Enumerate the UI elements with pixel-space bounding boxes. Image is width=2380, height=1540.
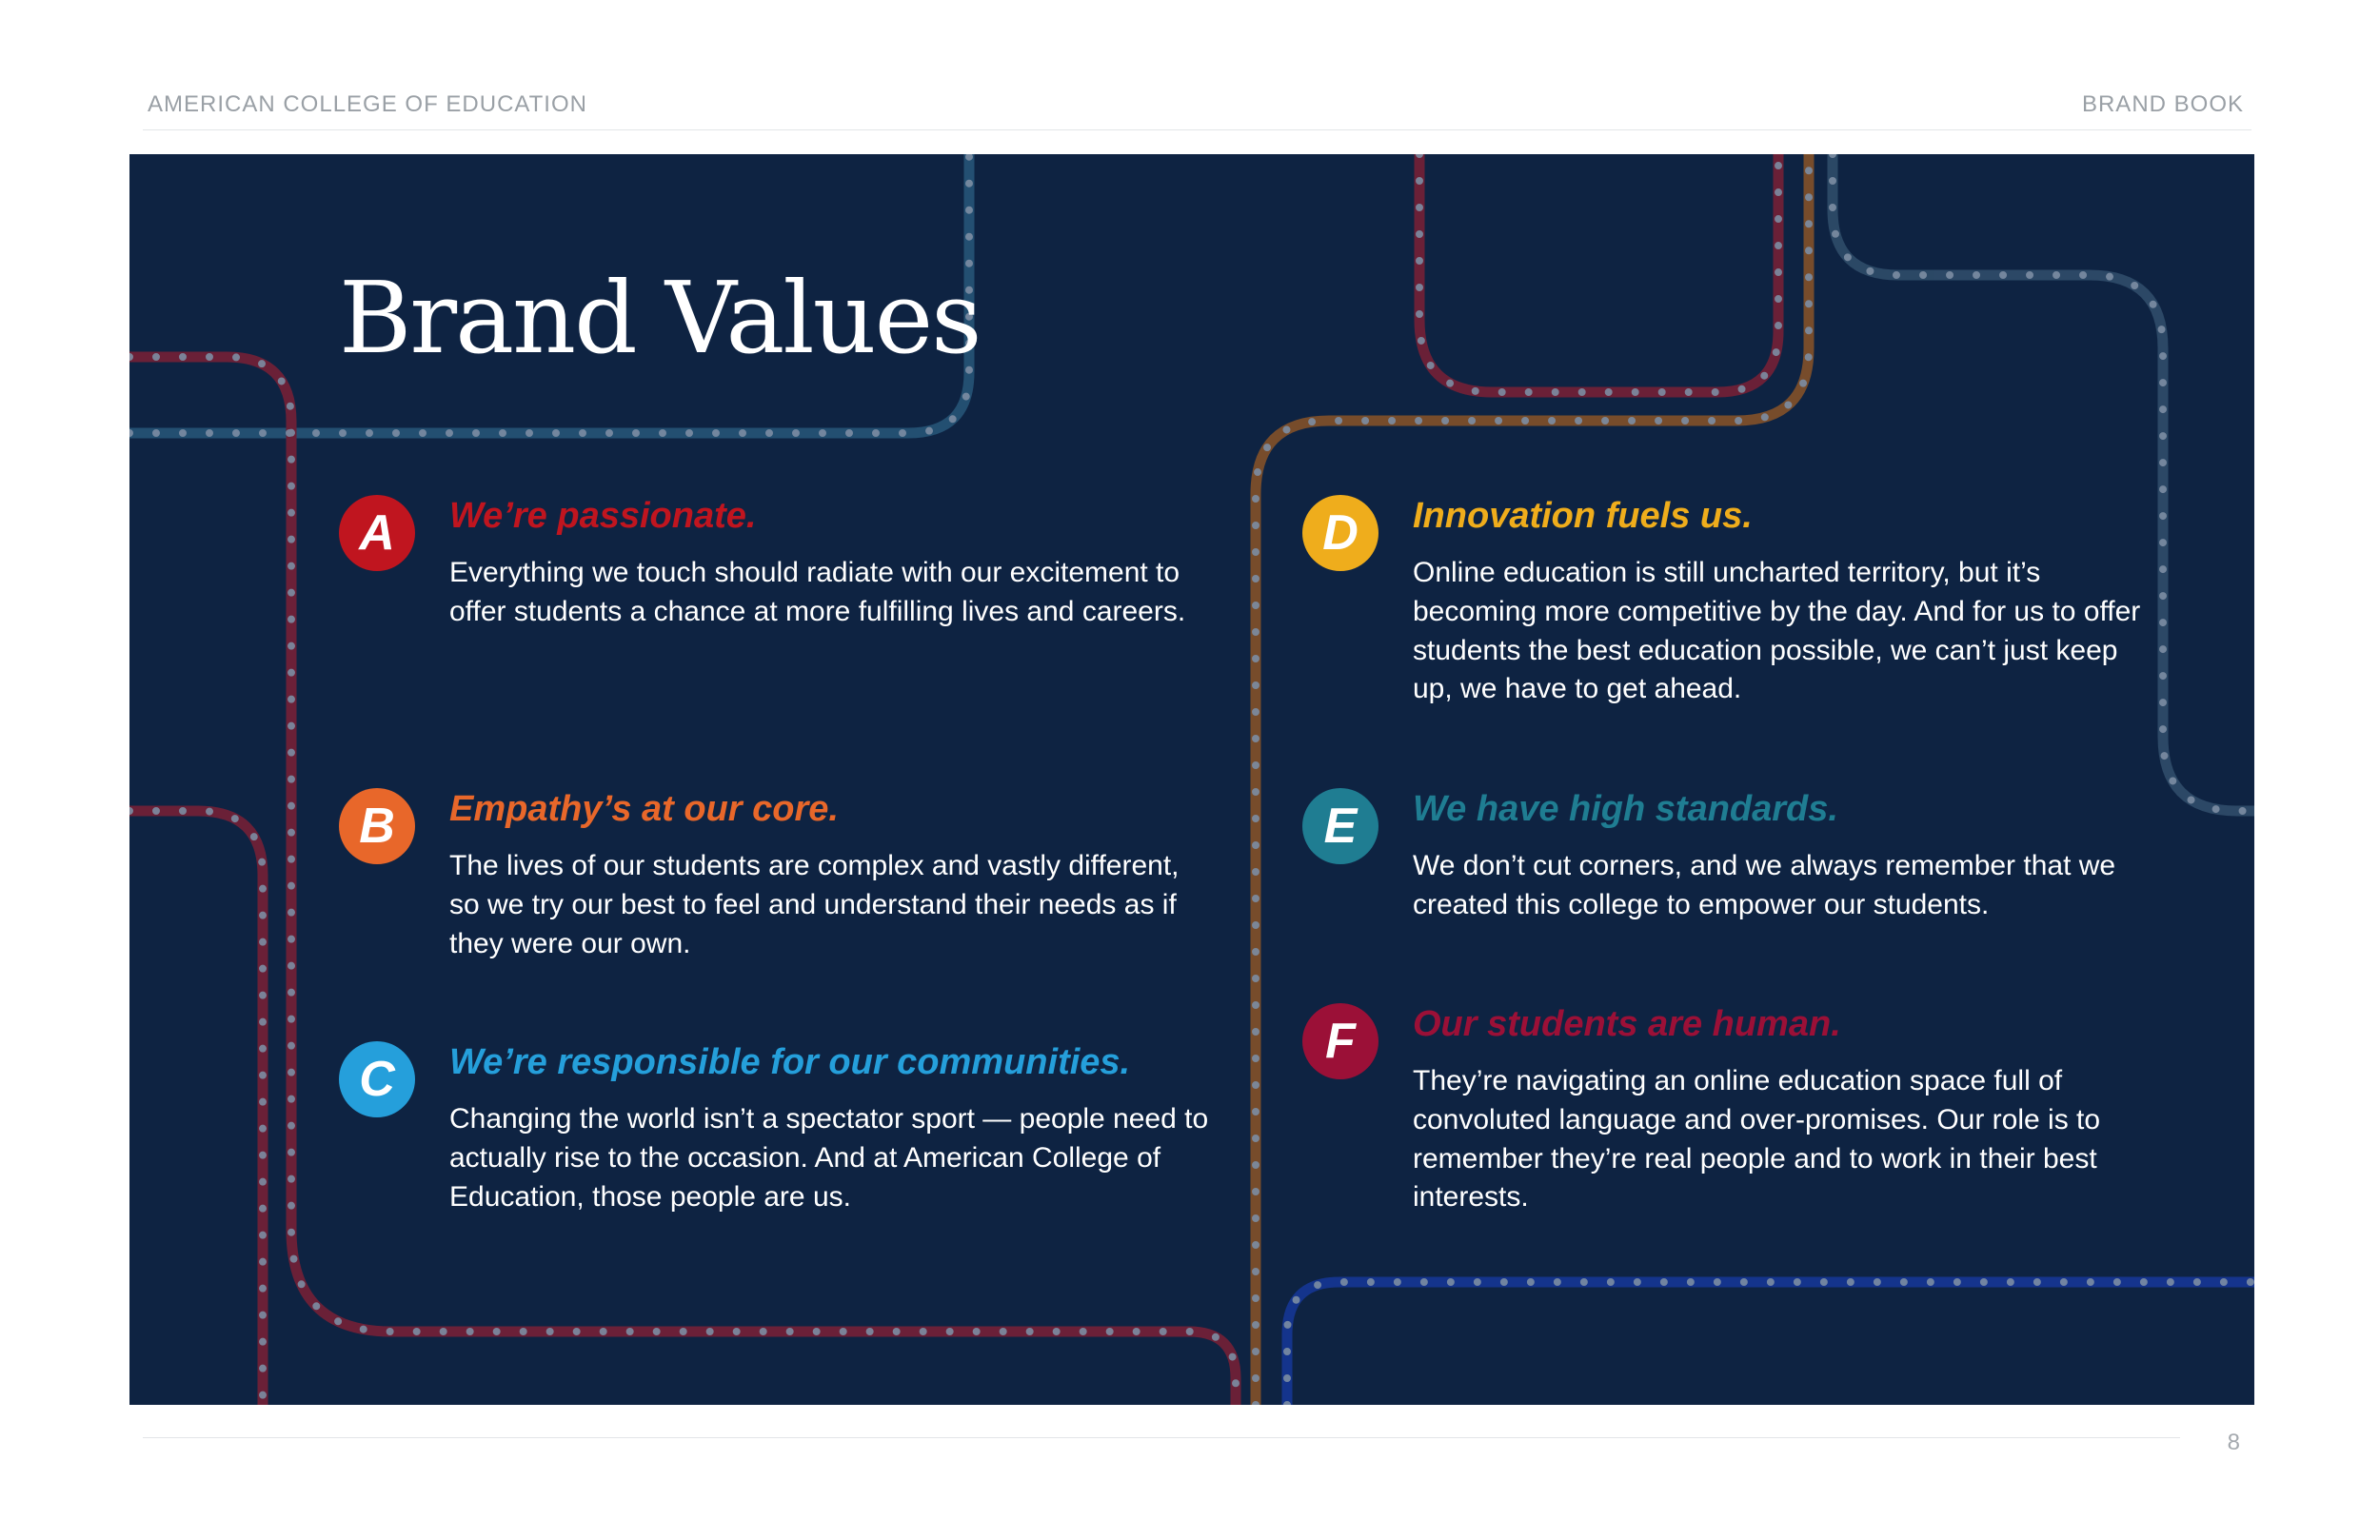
value-title: Empathy’s at our core. xyxy=(449,789,839,829)
path-line-red-right xyxy=(1419,154,1778,392)
value-letter-badge: C xyxy=(339,1041,415,1117)
value-description: Changing the world isn’t a spectator sport — people need to actually rise to the occasion. And at American College of Education, those people are us. xyxy=(449,1103,1209,1213)
brand-values-panel xyxy=(129,154,2254,1405)
path-line-slate xyxy=(1833,154,2254,811)
value-title: Innovation fuels us. xyxy=(1413,496,1753,536)
value-letter-badge: B xyxy=(339,788,415,864)
value-description: They’re navigating an online education space full of convoluted language and over-promises. Our role is to remember they’re real people and to work in their best interests. xyxy=(1413,1065,2101,1214)
value-description: The lives of our students are complex and vastly different, so we try our best to feel and understand their needs as if they were our own. xyxy=(449,850,1180,959)
path-line-red-lower xyxy=(129,811,263,1405)
page-header-org: AMERICAN COLLEGE OF EDUCATION xyxy=(148,91,587,117)
value-description: We don’t cut corners, and we always remember that we created this college to empower our students. xyxy=(1413,850,2116,920)
value-title: We’re responsible for our communities. xyxy=(449,1042,1131,1082)
value-title: We’re passionate. xyxy=(449,496,757,536)
header-divider xyxy=(143,129,2251,130)
value-title: We have high standards. xyxy=(1413,789,1838,829)
value-title: Our students are human. xyxy=(1413,1004,1841,1044)
page-header-doc: BRAND BOOK xyxy=(2081,91,2244,117)
page-number: 8 xyxy=(2227,1430,2240,1455)
value-description: Everything we touch should radiate with our excitement to offer students a chance at more fulfilling lives and careers. xyxy=(449,557,1186,627)
value-letter-badge: F xyxy=(1302,1003,1378,1079)
path-line-navy xyxy=(1287,1282,2254,1405)
value-letter-badge: A xyxy=(339,495,415,571)
value-letter-badge: D xyxy=(1302,495,1378,571)
page-title: Brand Values xyxy=(339,260,981,376)
value-letter-badge: E xyxy=(1302,788,1378,864)
footer-divider xyxy=(143,1437,2180,1438)
value-description: Online education is still uncharted territory, but it’s becoming more competitive by the day. And for us to offer students the best education possible, we can’t just keep up, we have to get ahead. xyxy=(1413,557,2141,705)
